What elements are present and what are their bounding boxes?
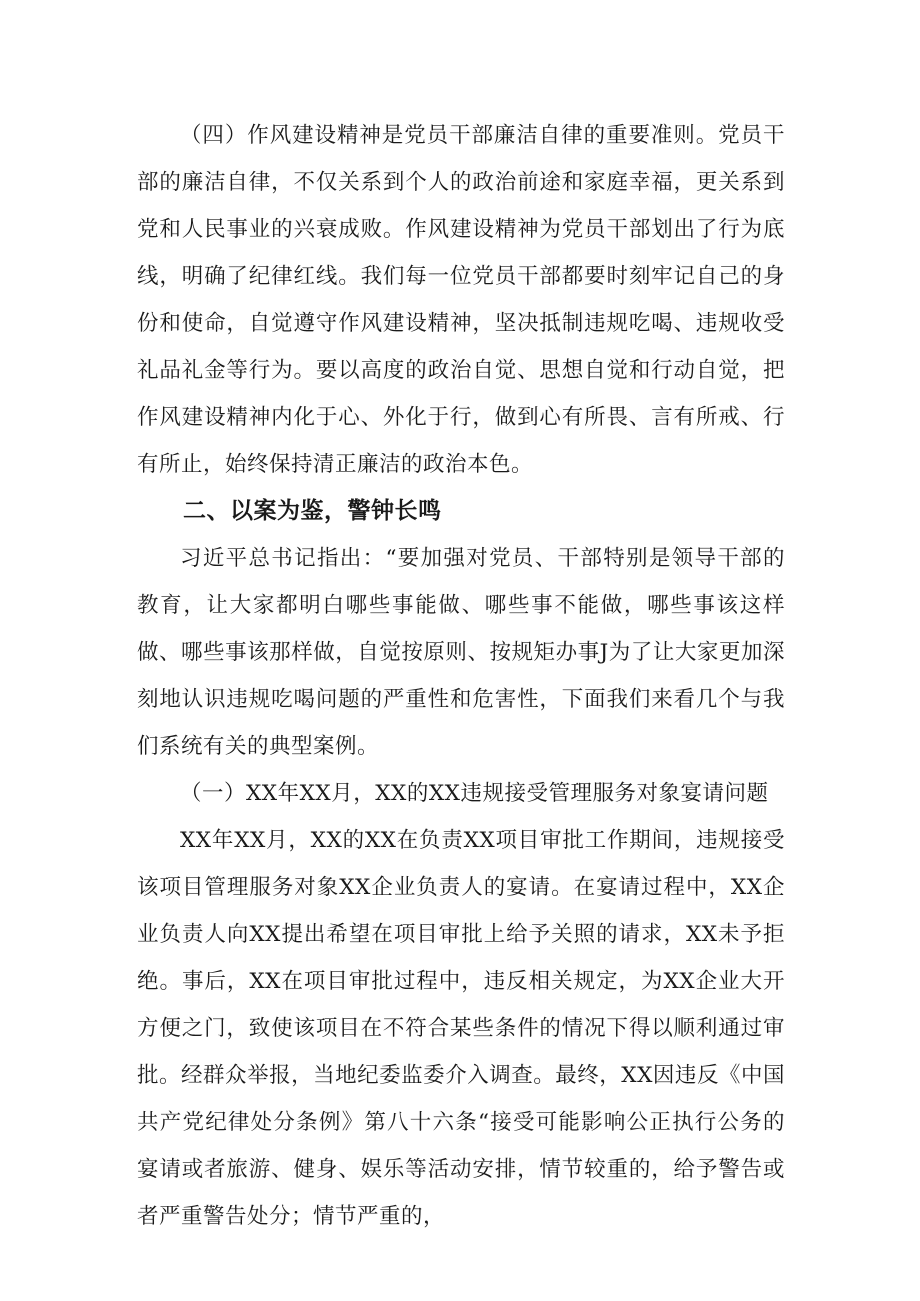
- paragraph-quote: 习近平总书记指出：“要加强对党员、干部特别是领导干部的教育，让大家都明白哪些事能做、哪些事不能做，哪些事该这样做、哪些事该那样做，自觉按原则、按规矩办事J为了让大家更加深刻地认识违规吃喝问题的严重性和危害性，下面我们来看几个与我们系统有关的典型案例。: [137, 546, 785, 759]
- document-body: [137, 112, 785, 1240]
- paragraph-case-one: XX年XX月，XX的XX在负责XX项目审批工作期间，违规接受该项目管理服务对象XX企业负责人的宴请。在宴请过程中，XX企业负责人向XX提出希望在项目审批上给予关照的请求，XX未予拒绝。事后，XX在项目审批过程中，违反相关规定，为XX企业大开方便之门，致使该项目在不符合某些条件的情况下得以顺利通过审批。经群众举报，当地纪委监委介入调查。最终，XX因违反《中国共产党纪律处分条例》第八十六条“接受可能影响公正执行公务的宴请或者旅游、健身、娱乐等活动安排，情节较重的，给予警告或者严重警告处分；情节严重的，: [137, 828, 785, 1229]
- paragraph-section-four: （四）作风建设精神是党员干部廉洁自律的重要准则。党员干部的廉洁自律，不仅关系到个人的政治前途和家庭幸福，更关系到党和人民事业的兴衰成败。作风建设精神为党员干部划出了行为底线，明确了纪律红线。我们每一位党员干部都要时刻牢记自己的身份和使命，自觉遵守作风建设精神，坚决抵制违规吃喝、违规收受礼品礼金等行为。要以高度的政治自觉、思想自觉和行动自觉，把作风建设精神内化于心、外化于行，做到心有所畏、言有所戒、行有所止，始终保持清正廉洁的政治本色。: [137, 123, 785, 477]
- section-heading-two: 二、以案为鉴，警钟长鸣: [183, 498, 442, 524]
- case-subheading-one: （一）XX年XX月，XX的XX违规接受管理服务对象宴请问题: [180, 781, 769, 806]
